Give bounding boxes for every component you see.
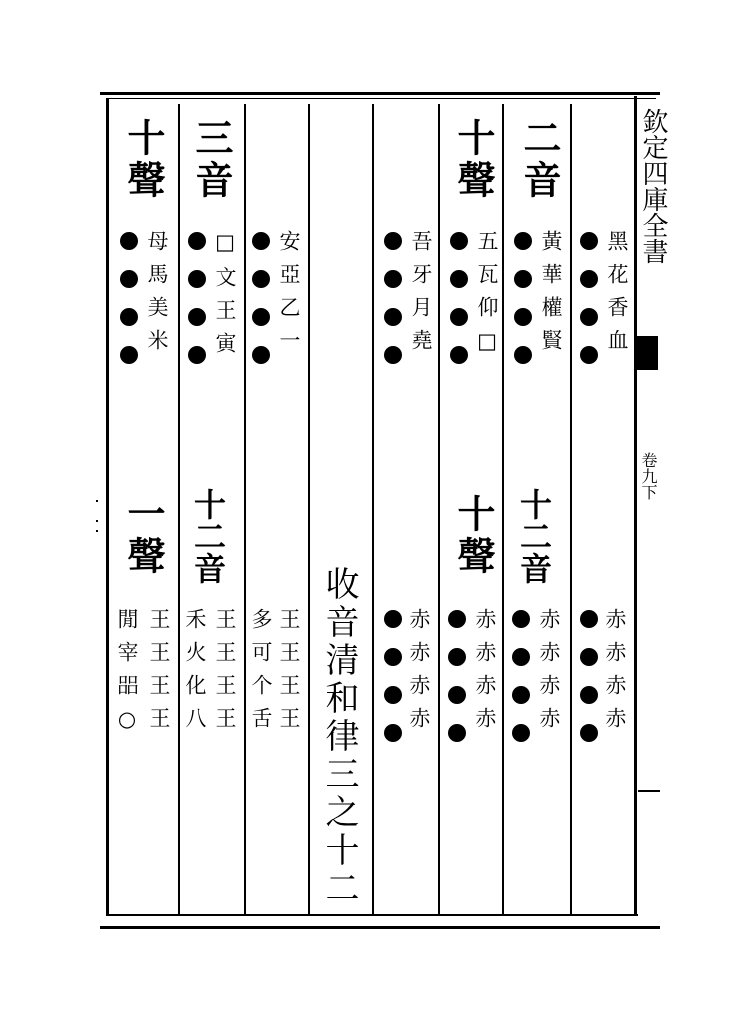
char-column-7: 黃華權賢 [539, 230, 563, 362]
heading-shi-sheng-bottom: 十聲 [451, 494, 496, 578]
right-border [634, 96, 637, 916]
char-column-2: □文王寅 [213, 230, 237, 365]
column-rule-6 [502, 104, 504, 914]
column-rule-7 [570, 104, 572, 914]
scan-speck [96, 500, 98, 502]
chi-column-5: 赤赤赤赤 [407, 608, 431, 740]
column-rule-4 [372, 104, 374, 914]
scan-speck [96, 520, 98, 522]
column-rule-5 [438, 104, 440, 914]
chi-column-7: 赤赤赤赤 [537, 608, 561, 740]
heading-shi-er-yin-left: 十二音 [189, 488, 227, 584]
char-column-5: 吾牙月堯 [409, 230, 433, 362]
margin-fishtail-mark [636, 336, 658, 370]
margin-rule-lower [638, 790, 660, 792]
heading-shi-er-yin-right: 十二音 [515, 488, 553, 584]
chi-column-6: 赤赤赤赤 [473, 608, 497, 740]
char-column-bottom-2: 禾火化八 [183, 608, 207, 740]
heading-san-yin: 三音 [189, 118, 234, 202]
scan-speck [96, 530, 98, 532]
chi-column-8: 赤赤赤赤 [603, 608, 627, 740]
wang-column-1: 王王王王 [147, 608, 171, 740]
char-column-8: 黑花香血 [605, 230, 629, 362]
heading-shi-sheng-right: 十聲 [451, 118, 496, 202]
wang-column-3: 王王王王 [277, 608, 301, 740]
column-rule-2 [244, 104, 246, 914]
column-rule-3 [308, 104, 310, 914]
char-column-bottom-1: 閒宰㗊○ [115, 608, 139, 743]
top-border-inner [108, 98, 656, 99]
heading-yi-sheng: 一聲 [121, 494, 166, 578]
column-rule-1 [178, 104, 180, 914]
char-column-bottom-3: 多可个舌 [249, 608, 273, 740]
left-border [106, 98, 109, 916]
heading-shi-sheng-left: 十聲 [121, 118, 166, 202]
char-column-3: 安亞乙一 [277, 230, 301, 362]
margin-book-title: 欽定四庫全書 [638, 108, 668, 264]
wang-column-2: 王王王王 [213, 608, 237, 740]
bottom-border [100, 926, 660, 929]
top-border [100, 92, 660, 95]
char-column-6: 五瓦仰□ [475, 230, 499, 365]
margin-volume: 卷九下 [639, 452, 658, 500]
heading-er-yin: 二音 [517, 118, 562, 202]
char-column-1: 母馬美米 [145, 230, 169, 362]
bottom-border-inner [108, 914, 638, 916]
section-title: 收音清和律三之十二 [319, 566, 359, 908]
